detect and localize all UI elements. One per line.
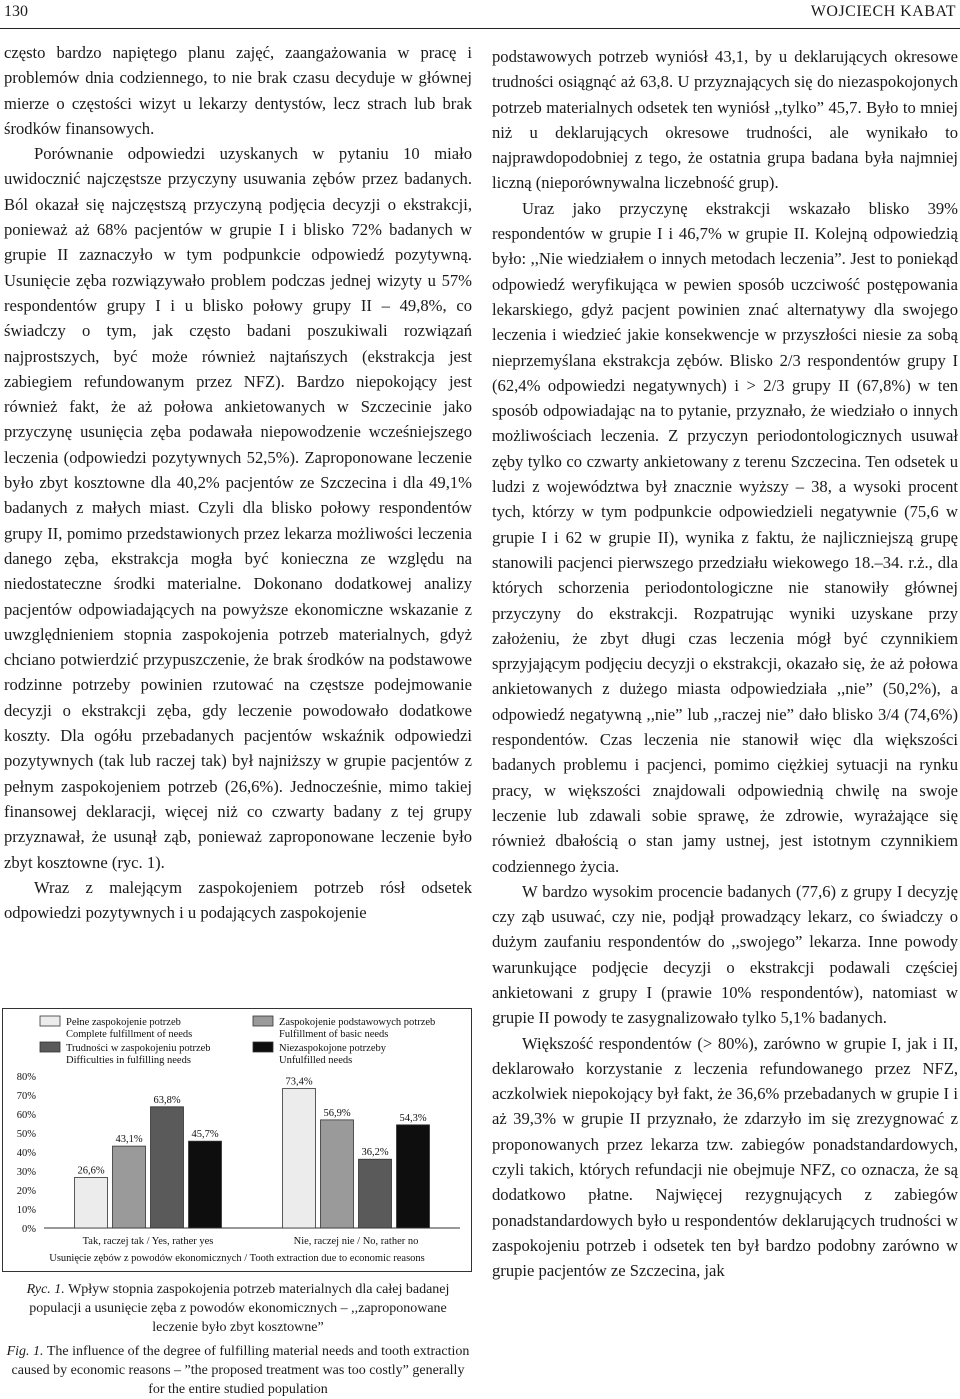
bar-value-label: 56,9%: [323, 1107, 351, 1119]
legend-swatch: [253, 1042, 273, 1052]
figure-caption-english: [6, 1342, 470, 1399]
legend-label-en: Unfulfilled needs: [279, 1055, 353, 1066]
bar: [321, 1120, 354, 1228]
paragraph: Uraz jako przyczynę ekstrakcji wskazało blisko 39% respondentów w grupie I i 46,7% w grupie II. Kolejną odpowiedzią było: ,,Nie wiedziałem o innych metodach leczenia”. Jest to poniekąd odpowiedź weryfikująca w pewien sposób uczciwość postępowania lekarskiego, gdyż pacjent powinien znać alternatywy dla swojego leczenia i wiedzieć jakie konsekwencje w przyszłości niesie za sobą nieprzemyślana ekstrakcja zębów. Blisko 2/3 respondentów grupy I (62,4% odpowiedzi negatywnych) i > 2/3 grupy II (67,8%) w ten sposób odpowiadając na to pytanie, przyznało, że wiedziało o innych możliwościach leczenia. Z przyczyn periodontologicznych usuwał zęby tylko co czwarty ankietowany z terenu Szczecina. Ten odsetek u ludzi z województwa był znacznie wyższy – 38, a wysoki procent tych, którzy w tym podpunkcie odpowiedzieli negatywnie (75,6 w grupie I i 62 w grupie II), wynika z faktu, że najliczniejszą grupę stanowili pacjenci pierwszego przedziału wiekowego 18.–34. r.ż., dla których schorzenia periodontologiczne nie stanowiły głównej przyczyny do ekstrakcji. Rozpatrując wyniki uzyskane przy założeniu, że zbyt długi czas leczenia mógł być czynnikiem sprzyjającym podjęciu decyzji o ekstrakcji, okazało się, że aż połowa ankietowanych z dużego miasta odpowiedziała ,,nie” (50,2%), a odpowiedź negatywną ,,nie” lub ,,raczej nie” dało blisko 3/4 (74,6%) respondentów. Czas leczenia nie stanowił więc dla większości badanych problemu i pacjenci, pomimo ciężkiej sytuacji na rynku pracy, w większości znajdowali odpowiednią chwilę na swoje leczenie lub zdawali sobie sprawę, że zdrowie, wyrażające się również dbałością o stan jamy ustnej, jest istotnym czynnikiem codziennego życia.: [492, 198, 958, 876]
page-number: 130: [4, 3, 28, 20]
bar: [283, 1089, 316, 1228]
y-tick-label: 30%: [16, 1167, 36, 1178]
y-tick-label: 20%: [16, 1186, 36, 1197]
left-column: [4, 40, 472, 925]
caption-label-en: Fig. 1.: [6, 1344, 44, 1359]
bar-value-label: 26,6%: [77, 1165, 105, 1177]
bar-value-label: 43,1%: [115, 1134, 143, 1146]
bar-value-label: 54,3%: [399, 1112, 427, 1124]
legend-label-en: Difficulties in fulfilling needs: [66, 1055, 191, 1066]
y-tick-label: 10%: [16, 1205, 36, 1216]
bar-chart-svg: [2, 1008, 472, 1272]
paragraph: Większość respondentów (> 80%), zarówno w grupie I, jak i II, deklarowało korzystanie z leczenia refundowanego przez NFZ, aczkolwiek niepokojący był fakt, że 36,6% przebadanych w grupie I i aż 39,3% w grupie II przyznało, że zdarzyło im się zrezygnować z proponowanych przez lekarza tzw. zabiegów ponadstandardowych, czyli takich, których refundacji nie obejmuje NFZ, co oznacza, że są dodatkowo płatne. Najwięcej rezygnujących z zabiegów ponadstandardowych było u respondentów deklarujących trudności w zaspokojeniu potrzeb i odsetek ten był bardzo podobny zarówno w grupie pacjentów ze Szczecina, jak: [492, 1033, 958, 1281]
paragraph: często bardzo napiętego planu zajęć, zaangażowania w pracę i problemów dnia codziennego, to nie brak czasu decyduje w głównej mierze o częstości wizyt u lekarzy dentystów, lecz strach lub brak środków finansowych.: [4, 43, 472, 138]
x-category-label: Nie, raczej nie / No, rather no: [293, 1236, 419, 1247]
bar: [113, 1146, 146, 1228]
bar-value-label: 63,8%: [153, 1094, 181, 1106]
paragraph: Wraz z malejącym zaspokojeniem potrzeb rósł odsetek odpowiedzi pozytywnych i u podających zaspokojenie: [4, 877, 472, 923]
paragraph: Porównanie odpowiedzi uzyskanych w pytaniu 10 miało uwidocznić najczęstsze przyczyny usuwania zębów przez badanych. Ból okazał się najczęstszą przyczyną podjęcia decyzji o ekstrakcji, ponieważ aż 68% pacjentów w grupie I i blisko 72% badanych w grupie II zaznaczyło w tym podpunkcie odpowiedź pozytywną. Usunięcie zęba rozwiązywało problem podczas jednej wizyty u 57% respondentów grupy I i u blisko połowy grupy II – 49,8%, co świadczy o tym, jak często badani poszukiwali rozwiązań najprostszych, być może również najtańszych (ekstrakcja jest zabiegiem refundowanym przez NFZ). Bardzo niepokojący jest również fakt, że aż połowa ankietowanych w Szczecinie jako przyczynę usunięcia zęba podawała niepowodzenie wcześniejszego leczenia (odpowiedzi pozytywnych 52,5%). Zaproponowane leczenie było zbyt kosztowne dla 40,2% pacjentów ze Szczecina i dla 49,1% badanych z małych miast. Czyli dla blisko połowy respondentów grupy II, pomimo przedstawionych przez lekarza możliwości leczenia danego zęba, ekstrakcja mogła być konieczna ze względu na niedostateczne środki materialne. Dokonano dodatkowej analizy pacjentów odpowiadających na powyższe ekonomiczne wskazanie z uwzględnieniem stopnia zaspokojenia potrzeb materialnych, gdyż chciano potwierdzić przypuszczenie, że brak środków na podstawowe rodzinne potrzeby powinien rzutować na częstsze podejmowanie decyzji o ekstrakcji zęba, gdy leczenie powodowało dodatkowe koszty. Dla ogółu przebadanych pacjentów wskaźnik odpowiedzi pozytywnych (tak lub raczej tak) był najniższy w grupie pacjentów z pełnym zaspokojeniem potrzeb (26,6%). Jednocześnie, mimo takiej finansowej deklaracji, więcej niż co czwarty badany z tej grupy przyznawał, że usunął ząb, ponieważ zaproponowane leczenie było zbyt kosztowne (ryc. 1).: [4, 144, 472, 872]
y-tick-label: 0%: [22, 1224, 36, 1235]
bar-value-label: 45,7%: [191, 1129, 219, 1141]
bar: [151, 1107, 184, 1228]
y-tick-label: 80%: [16, 1072, 36, 1083]
x-category-label: Tak, raczej tak / Yes, rather yes: [82, 1236, 214, 1247]
caption-label-pl: Ryc. 1.: [26, 1282, 65, 1297]
bar: [359, 1159, 392, 1228]
legend-label-pl: Niezaspokojone potrzeby: [279, 1043, 387, 1054]
y-tick-label: 40%: [16, 1148, 36, 1159]
legend-swatch: [40, 1042, 60, 1052]
running-head-author: WOJCIECH KABAT: [810, 3, 956, 20]
bar: [75, 1177, 108, 1228]
page-header: [0, 0, 960, 29]
legend-label-pl: Pełne zaspokojenie potrzeb: [66, 1017, 181, 1028]
paragraph: podstawowych potrzeb wyniósł 43,1, by u deklarujących okresowe trudności osiągnąć aż 63,8. U przyznających się do niezaspokojonych potrzeb materialnych odsetek ten wyniósł ,,tylko” 45,7. Było to mniej niż u deklarujących okresowe trudności, ale wynikało to najprawdopodobniej z tego, że ostatnia grupa badana była najmniej liczną (nieporównywalna liczebność grup).: [492, 47, 958, 193]
legend-label-en: Fulfillment of basic needs: [279, 1029, 389, 1040]
y-tick-label: 60%: [16, 1110, 36, 1121]
caption-text-pl: Wpływ stopnia zaspokojenia potrzeb materialnych dla całej badanej populacji a usunięcie zęba z powodów ekonomicznych – ,,zaproponowane leczenie było zbyt kosztowne”: [29, 1282, 450, 1335]
legend-swatch: [253, 1016, 273, 1026]
legend-swatch: [40, 1016, 60, 1026]
x-axis-title: Usunięcie zębów z powodów ekonomicznych / Tooth extraction due to economic reasons: [49, 1253, 425, 1264]
bar: [397, 1125, 430, 1228]
legend-label-pl: Trudności w zaspokojeniu potrzeb: [66, 1043, 211, 1054]
bar-value-label: 73,4%: [285, 1076, 313, 1088]
figure-caption-polish: [6, 1280, 470, 1337]
bar-value-label: 36,2%: [361, 1147, 389, 1159]
right-column: [492, 44, 958, 1284]
y-tick-label: 70%: [16, 1091, 36, 1102]
bar: [189, 1141, 222, 1228]
figure-1-chart: [2, 1008, 472, 1272]
legend-label-pl: Zaspokojenie podstawowych potrzeb: [279, 1017, 436, 1028]
y-tick-label: 50%: [16, 1129, 36, 1140]
caption-text-en: The influence of the degree of fulfilling material needs and tooth extraction caused by economic reasons – ”the proposed treatment was too costly” generally for the entire studied population: [11, 1344, 470, 1397]
legend-label-en: Complete fulfillment of needs: [66, 1029, 193, 1040]
paragraph: W bardzo wysokim procencie badanych (77,6) z grupy I decyzję czy ząb usuwać, czy nie, podjął prowadzący lekarz, co świadczy o dużym zaufaniu respondentów do ,,swojego” lekarza. Inne powody warunkujące podjęcie decyzji o ekstrakcji podawali częściej ankietowani z grupy I (prawie 10% respondentów), natomiast w grupie II powody te zasygnalizowało tylko 5,1% badanych.: [492, 881, 958, 1028]
